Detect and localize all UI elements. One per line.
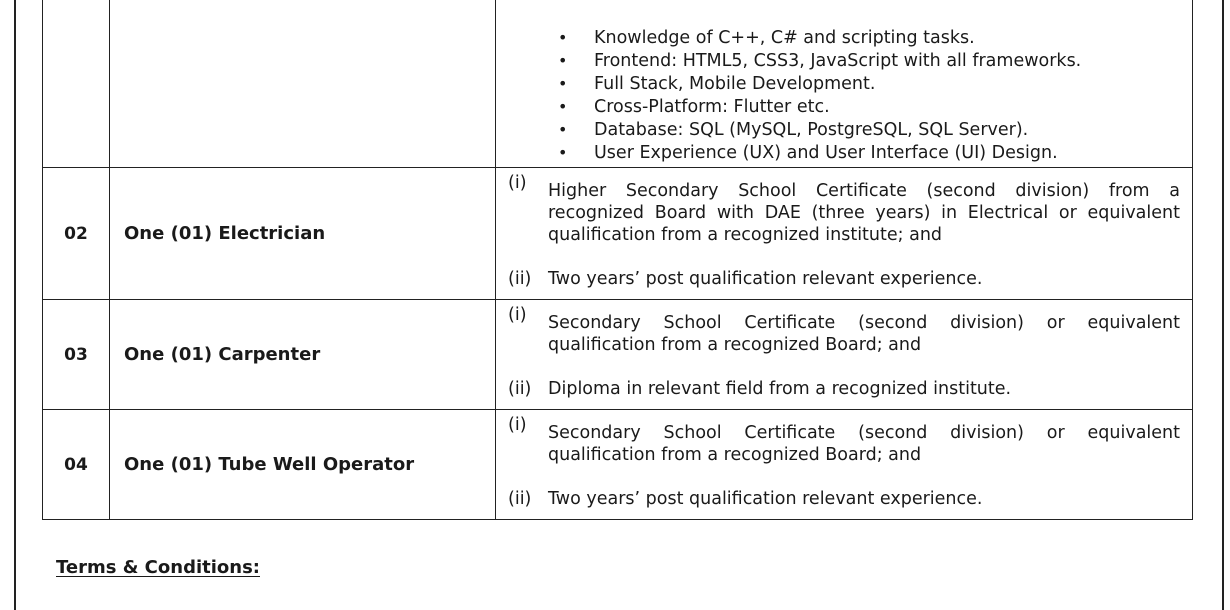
- qualification-cell: [496, 0, 1193, 168]
- qualification-item: [496, 304, 1192, 356]
- qualification-item: [496, 378, 1192, 406]
- list-item: [558, 50, 1192, 73]
- sno-cell: 04: [43, 410, 110, 520]
- item-number: (i): [508, 414, 527, 435]
- item-text: Two years’ post qualification relevant experience.: [548, 488, 983, 509]
- item-number: (ii): [508, 268, 532, 289]
- item-text: Secondary School Certificate (second division) or equivalent qualification from a recognized Board; and: [548, 422, 1180, 465]
- list-item: [558, 27, 1192, 50]
- qualification-item: [496, 488, 1192, 516]
- item-text: Two years’ post qualification relevant experience.: [548, 268, 983, 289]
- item-number: (ii): [508, 488, 532, 509]
- bullet-icon: •: [558, 97, 568, 116]
- list-item: [558, 142, 1192, 165]
- posts-table: [42, 0, 1193, 520]
- skill-text: Full Stack, Mobile Development.: [594, 74, 876, 94]
- skills-list: [496, 17, 1192, 167]
- sno-cell: [43, 0, 110, 168]
- qualification-item: [496, 172, 1192, 246]
- table-row: [43, 0, 1193, 168]
- table-row: [43, 410, 1193, 520]
- qualification-cell: [496, 168, 1193, 300]
- list-item: [558, 73, 1192, 96]
- skill-text: User Experience (UX) and User Interface (UI) Design.: [594, 143, 1058, 163]
- skill-text: Cross-Platform: Flutter etc.: [594, 97, 830, 117]
- skill-text: Frontend: HTML5, CSS3, JavaScript with all frameworks.: [594, 51, 1082, 71]
- qualification-cell: [496, 410, 1193, 520]
- skill-text: Knowledge of C++, C# and scripting tasks.: [594, 28, 975, 48]
- post-cell: [110, 0, 496, 168]
- qualification-cell: [496, 300, 1193, 410]
- table-row: [43, 168, 1193, 300]
- post-cell: One (01) Tube Well Operator: [110, 410, 496, 520]
- sno-cell: 03: [43, 300, 110, 410]
- table-row: [43, 300, 1193, 410]
- item-text: Diploma in relevant field from a recognized institute.: [548, 378, 1012, 399]
- item-number: (ii): [508, 378, 532, 399]
- qualification-item: [496, 268, 1192, 296]
- bullet-icon: •: [558, 143, 568, 162]
- bullet-icon: •: [558, 51, 568, 70]
- item-number: (i): [508, 304, 527, 325]
- sno-cell: 02: [43, 168, 110, 300]
- item-text: Secondary School Certificate (second division) or equivalent qualification from a recognized Board; and: [548, 312, 1180, 355]
- skill-text: Database: SQL (MySQL, PostgreSQL, SQL Server).: [594, 120, 1029, 140]
- qualification-item: [496, 414, 1192, 466]
- post-cell: One (01) Carpenter: [110, 300, 496, 410]
- document-page: [14, 0, 1224, 610]
- item-number: (i): [508, 172, 527, 193]
- item-text: Higher Secondary School Certificate (second division) from a recognized Board with DAE (three years) in Electrical or equivalent qualification from a recognized institute; and: [548, 180, 1180, 245]
- bullet-icon: •: [558, 120, 568, 139]
- list-item: [558, 96, 1192, 119]
- terms-heading: Terms & Conditions:: [56, 557, 260, 578]
- bullet-icon: •: [558, 28, 568, 47]
- list-item: [558, 119, 1192, 142]
- post-cell: One (01) Electrician: [110, 168, 496, 300]
- bullet-icon: •: [558, 74, 568, 93]
